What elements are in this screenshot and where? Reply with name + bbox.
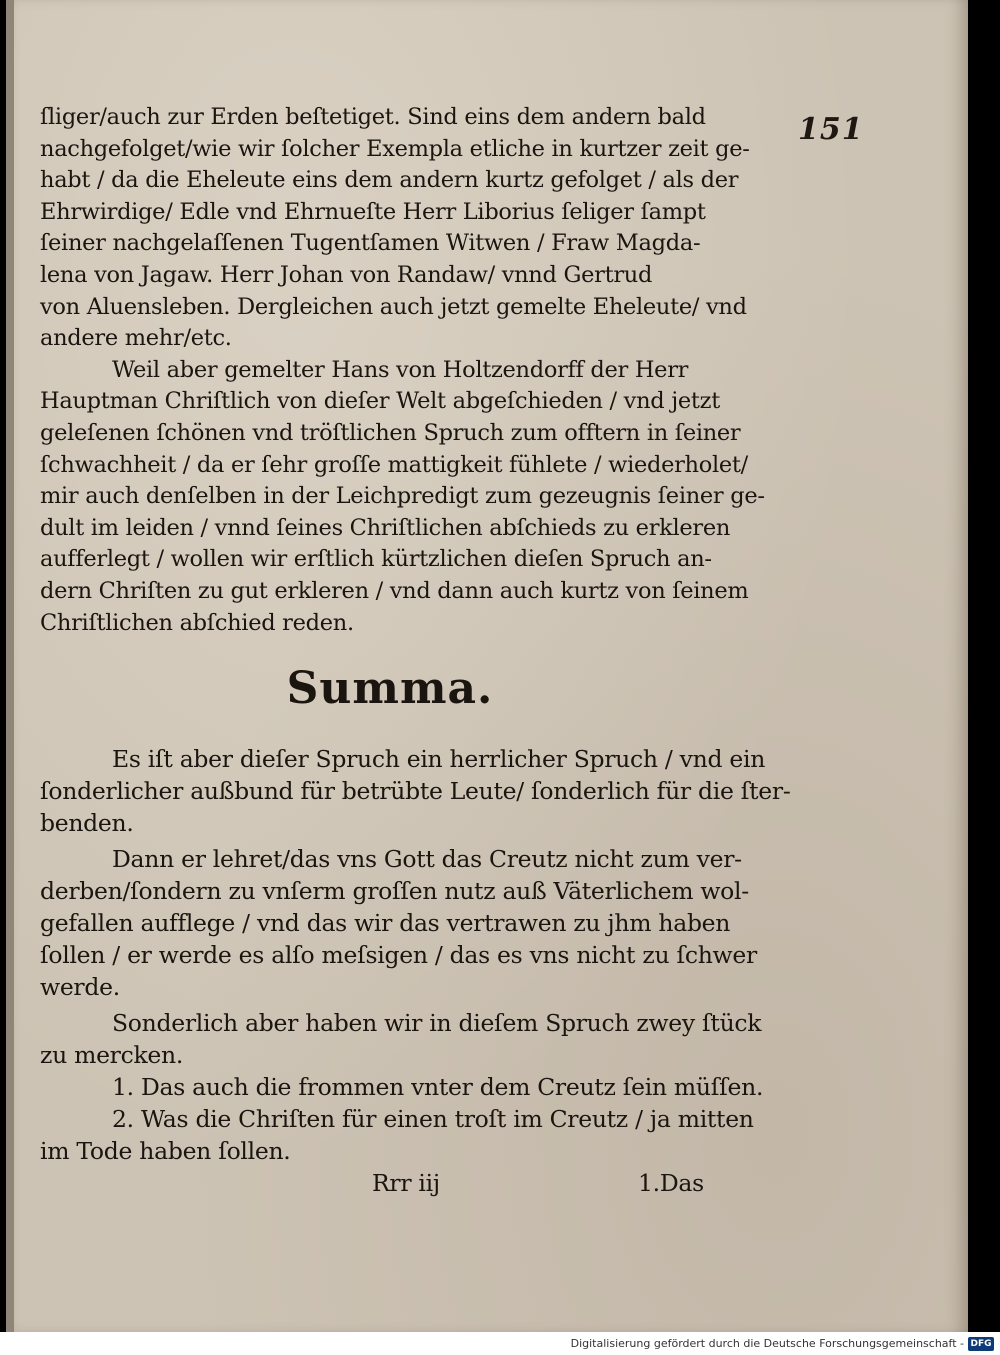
paragraph-4	[40, 843, 757, 1003]
text-line: werde.	[40, 973, 120, 1002]
catchword: 1.Das	[638, 1169, 704, 1198]
text-line: ſeiner nachgelaſſenen Tugentſamen Witwen / Fraw Magda-	[40, 230, 701, 257]
paragraph-5	[40, 1007, 762, 1071]
text-line: benden.	[40, 809, 134, 838]
text-line: habt / da die Eheleute eins dem andern kurtz gefolget / als der	[40, 167, 739, 194]
paragraph-1	[40, 102, 750, 355]
page-number: 151	[798, 112, 864, 147]
paragraph-3	[40, 743, 791, 839]
text-line: ſchwachheit / da er ſehr groſſe mattigkeit fühlete / wiederholet/	[40, 451, 748, 478]
page-text	[40, 102, 791, 1207]
text-line: mir auch denſelben in der Leichpredigt zum gezeugnis ſeiner ge-	[40, 483, 765, 510]
text-line: ſliger/auch zur Erden beſtetiget. Sind eins dem andern bald	[40, 104, 706, 130]
text-line: lena von Jagaw. Herr Johan von Randaw/ vnnd Gertrud	[40, 261, 653, 288]
signature-mark: Rrr iij	[372, 1169, 440, 1198]
funding-notice: Digitalisierung gefördert durch die Deutsche Forschungsgemeinschaft -	[570, 1337, 964, 1350]
dfg-logo: DFG	[968, 1337, 994, 1351]
list-item-continuation: im Tode haben ſollen.	[40, 1137, 291, 1166]
section-heading: Summa.	[286, 663, 494, 715]
text-line: ſonderlicher außbund für betrübte Leute/ ſonderlich für die ſter-	[40, 777, 791, 806]
numbered-list	[40, 1071, 764, 1167]
text-line: geleſenen ſchönen vnd tröſtlichen Spruch zum offtern in ſeiner	[40, 419, 741, 446]
digitization-footer	[0, 1336, 1000, 1355]
text-line: zu mercken.	[40, 1041, 184, 1070]
text-line: Dann er lehret/das vns Gott das Creutz nicht zum ver-	[112, 845, 742, 874]
page-edge	[6, 0, 14, 1332]
text-line: Ehrwirdige/ Edle vnd Ehrnueſte Herr Liborius ſeliger ſampt	[40, 198, 706, 225]
text-line: Hauptman Chriſtlich von dieſer Welt abgeſchieden / vnd jetzt	[40, 388, 720, 415]
text-line: Sonderlich aber haben wir in dieſem Spruch zwey ſtück	[112, 1009, 762, 1038]
list-item: 1. Das auch die frommen vnter dem Creutz ſein müſſen.	[112, 1073, 764, 1102]
list-item: 2. Was die Chriſten für einen troſt im Creutz / ja mitten	[112, 1105, 754, 1134]
text-line: von Aluensleben. Dergleichen auch jetzt gemelte Eheleute/ vnd	[40, 293, 747, 320]
text-line: ſollen / er werde es alſo meſsigen / das es vns nicht zu ſchwer	[40, 941, 757, 970]
text-line: Es iſt aber dieſer Spruch ein herrlicher Spruch / vnd ein	[112, 745, 766, 774]
text-line: nachgefolget/wie wir ſolcher Exempla etliche in kurtzer zeit ge-	[40, 135, 750, 162]
page-footer-marks	[40, 1167, 740, 1207]
text-line: aufferlegt / wollen wir erſtlich kürtzlichen dieſen Spruch an-	[40, 546, 712, 573]
text-line: gefallen aufflege / vnd das wir das vertrawen zu jhm haben	[40, 909, 731, 938]
text-line: dult im leiden / vnnd ſeines Chriſtlichen abſchieds zu erkleren	[40, 514, 731, 541]
paragraph-2	[40, 355, 765, 639]
text-line: Chriſtlichen abſchied reden.	[40, 609, 354, 636]
text-line: Weil aber gemelter Hans von Holtzendorff der Herr	[112, 356, 689, 383]
text-line: dern Chriſten zu gut erkleren / vnd dann auch kurtz von ſeinem	[40, 577, 749, 604]
text-line: andere mehr/etc.	[40, 325, 232, 352]
text-line: derben/ſondern zu vnſerm groſſen nutz auß Väterlichem wol-	[40, 877, 749, 906]
